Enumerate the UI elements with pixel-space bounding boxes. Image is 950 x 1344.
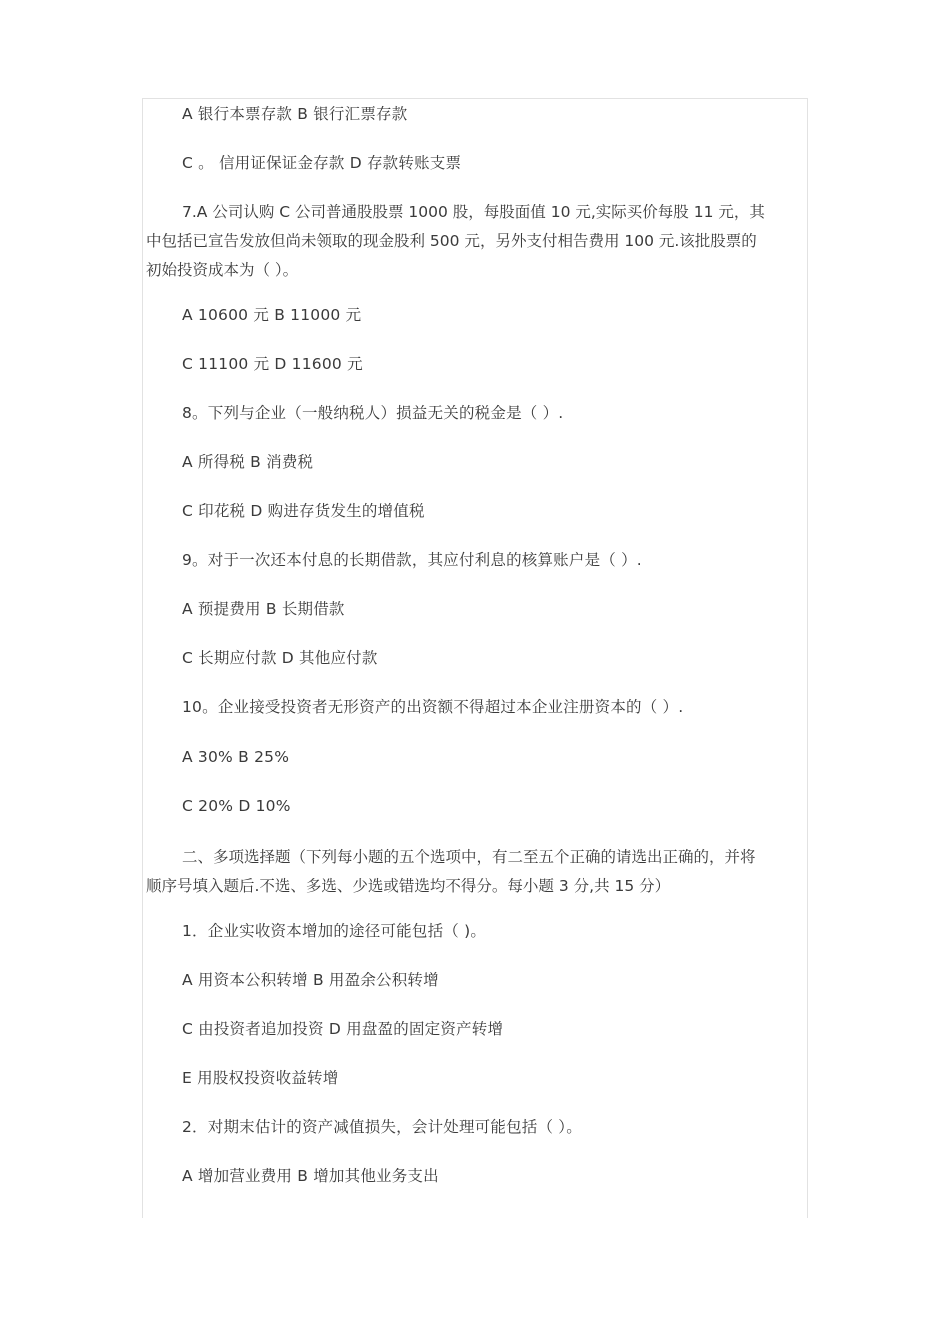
q7-options-cd: C 11100 元 D 11600 元 xyxy=(182,355,363,373)
q10-options-cd: C 20% D 10% xyxy=(182,797,291,815)
m1-option-e: E 用股权投资收益转增 xyxy=(182,1069,339,1087)
q7-options-ab: A 10600 元 B 11000 元 xyxy=(182,306,362,324)
q8-options-cd: C 印花税 D 购进存货发生的增值税 xyxy=(182,502,425,520)
section-2-heading xyxy=(146,843,808,901)
question-10: 10。企业接受投资者无形资产的出资额不得超过本企业注册资本的（ ）. xyxy=(182,698,684,716)
q10-options-ab: A 30% B 25% xyxy=(182,748,290,766)
question-7-line-3: 初始投资成本为（ ）。 xyxy=(146,261,299,279)
section-2-line-2: 顺序号填入题后.不选、多选、少选或错选均不得分。每小题 3 分,共 15 分） xyxy=(146,877,671,895)
question-9: 9。对于一次还本付息的长期借款，其应付利息的核算账户是（ ）. xyxy=(182,551,642,569)
q9-options-cd: C 长期应付款 D 其他应付款 xyxy=(182,649,378,667)
multi-question-2: 2．对期末估计的资产减值损失，会计处理可能包括（ ）。 xyxy=(182,1118,582,1136)
multi-question-1: 1．企业实收资本增加的途径可能包括（ )。 xyxy=(182,922,487,940)
m2-options-ab: A 增加营业费用 B 增加其他业务支出 xyxy=(182,1167,439,1185)
section-2-line-1: 二、多项选择题（下列每小题的五个选项中，有二至五个正确的请选出正确的，并将 xyxy=(182,848,756,866)
question-7 xyxy=(146,198,808,285)
question-7-line-2: 中包括已宣告发放但尚未领取的现金股利 500 元，另外支付相告费用 100 元.该批股票的 xyxy=(146,232,757,250)
q6-options-cd: C 。 信用证保证金存款 D 存款转账支票 xyxy=(182,154,462,172)
q8-options-ab: A 所得税 B 消费税 xyxy=(182,453,314,471)
m1-options-ab: A 用资本公积转增 B 用盈余公积转增 xyxy=(182,971,439,989)
q6-options-ab: A 银行本票存款 B 银行汇票存款 xyxy=(182,105,408,123)
q9-options-ab: A 预提费用 B 长期借款 xyxy=(182,600,345,618)
question-8: 8。下列与企业（一般纳税人）损益无关的税金是（ ）. xyxy=(182,404,564,422)
question-7-line-1: 7.A 公司认购 C 公司普通股股票 1000 股，每股面值 10 元,实际买价每股 11 元，其 xyxy=(182,203,765,221)
m1-options-cd: C 由投资者追加投资 D 用盘盈的固定资产转增 xyxy=(182,1020,504,1038)
